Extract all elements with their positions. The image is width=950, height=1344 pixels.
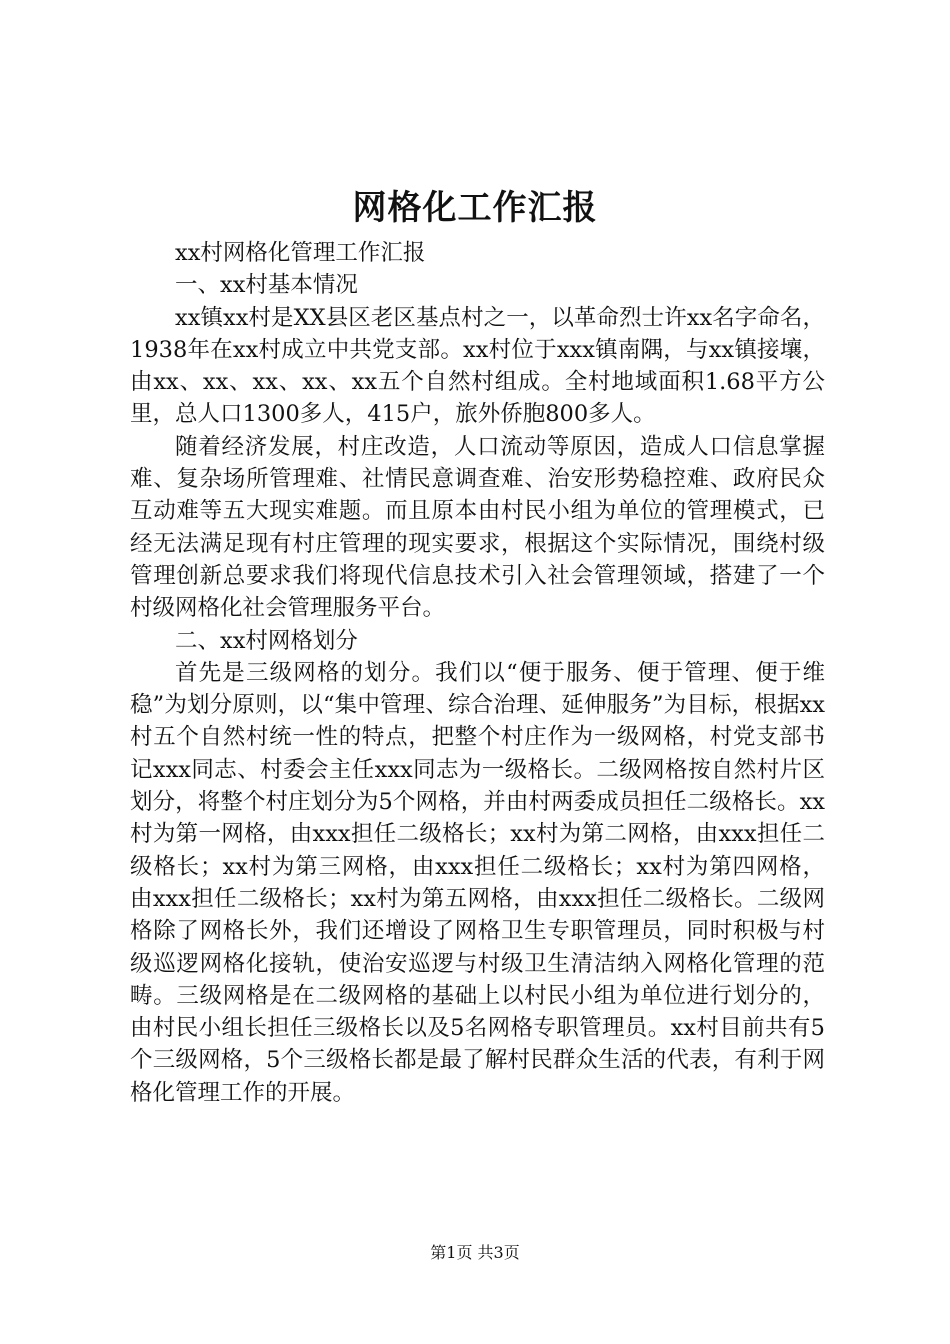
paragraph-section-1-heading: 一、xx村基本情况 [175, 272, 358, 299]
paragraph-challenges: 随着经济发展，村庄改造，人口流动等原因，造成人口信息掌握难、复杂场所管理难、社情民意调查难、治安形势稳控难、政府民众互动难等五大现实难题。而且原本由村民小组为单位的管理模式，已经无法满足现有村庄管理的现实要求，根据这个实际情况，围绕村级管理创新总要求我们将现代信息技术引入社会管理领域，搭建了一个村级网格化社会管理服务平台。 [130, 433, 825, 622]
paragraph-grid-division: 首先是三级网格的划分。我们以“便于服务、便于管理、便于维稳”为划分原则，以“集中管理、综合治理、延伸服务”为目标，根据xx村五个自然村统一性的特点，把整个村庄作为一级网格，村党支部书记xxx同志、村委会主任xxx同志为一级格长。二级网格按自然村片区划分，将整个村庄划分为5个网格，并由村两委成员担任二级格长。xx村为第一网格，由xxx担任二级格长；xx村为第二网格，由xxx担任二级格长；xx村为第三网格，由xxx担任二级格长；xx村为第四网格，由xxx担任二级格长；xx村为第五网格，由xxx担任二级格长。二级网格除了网格长外，我们还增设了网格卫生专职管理员，同时积极与村级巡逻网格化接轨，使治安巡逻与村级卫生清洁纳入网格化管理的范畴。三级网格是在二级网格的基础上以村民小组为单位进行划分的，由村民小组长担任三级格长以及5名网格专职管理员。xx村目前共有5个三级网格，5个三级格长都是最了解村民群众生活的代表，有利于网格化管理工作的开展。 [130, 659, 825, 1106]
paragraph-section-2-heading: 二、xx村网格划分 [175, 627, 358, 654]
paragraph-report-heading: xx村网格化管理工作汇报 [175, 240, 426, 266]
document-title: 网格化工作汇报 [352, 188, 598, 228]
paragraph-village-overview: xx镇xx村是XX县区老区基点村之一，以革命烈士许xx名字命名，1938年在xx村成立中共党支部。xx村位于xxx镇南隅，与xx镇接壤，由xx、xx、xx、xx、xx五个自然村组成。全村地域面积1.68平方公里，总人口1300多人，415户，旅外侨胞800多人。 [130, 304, 825, 428]
document-body [130, 237, 825, 1109]
page-number-footer: 第1页 共3页 [430, 1243, 520, 1262]
